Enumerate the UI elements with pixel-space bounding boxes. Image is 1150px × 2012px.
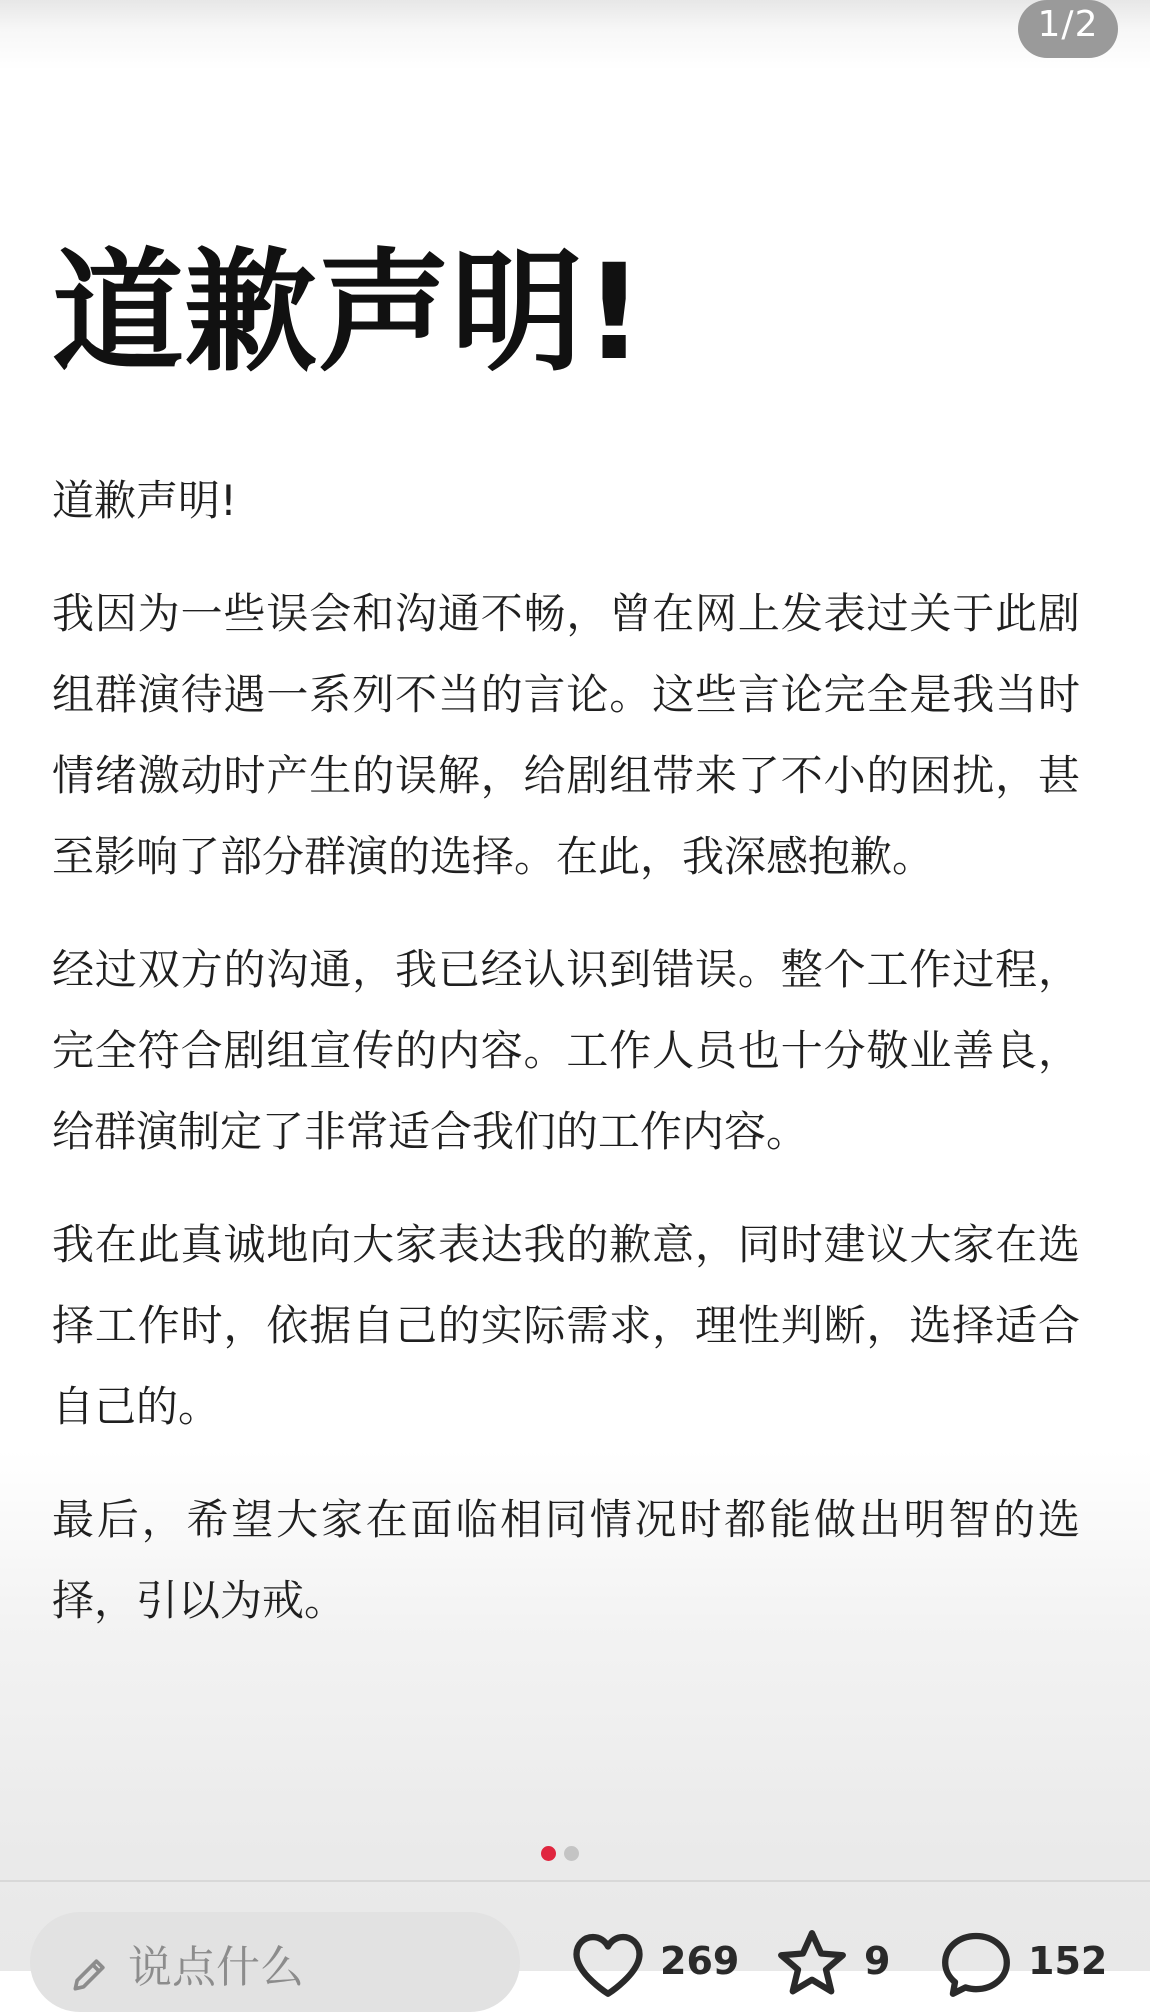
paragraph: 我因为一些误会和沟通不畅，曾在网上发表过关于此剧组群演待遇一系列不当的言论。这些言论完全是我当时情绪激动时产生的误解，给剧组带来了不小的困扰，甚至影响了部分群演的选择。在此，我深感抱歉。 xyxy=(52,589,1080,881)
bottom-action-bar xyxy=(0,1882,1150,1993)
image-page-counter: 1/2 xyxy=(1018,0,1118,58)
comment-bubble-icon xyxy=(934,1922,1018,2006)
favorite-button[interactable] xyxy=(770,1922,890,2006)
post-body xyxy=(52,460,1080,1673)
favorite-count: 9 xyxy=(864,1939,891,1983)
carousel-dot-active[interactable] xyxy=(541,1846,556,1861)
comment-button[interactable] xyxy=(934,1922,1107,2006)
paragraph: 最后，希望大家在面临相同情况时都能做出明智的选择，引以为戒。 xyxy=(52,1495,1080,1625)
paragraph: 道歉声明! xyxy=(52,476,237,525)
carousel-dot[interactable] xyxy=(564,1846,579,1861)
post-title-image-text: 道歉声明! xyxy=(52,236,646,390)
pencil-icon xyxy=(68,1952,112,1996)
paragraph: 经过双方的沟通，我已经认识到错误。整个工作过程，完全符合剧组宣传的内容。工作人员也十分敬业善良，给群演制定了非常适合我们的工作内容。 xyxy=(52,945,1080,1156)
heart-icon xyxy=(566,1922,650,2006)
paragraph: 我在此真诚地向大家表达我的歉意，同时建议大家在选择工作时，依据自己的实际需求，理性判断，选择适合自己的。 xyxy=(52,1220,1080,1431)
like-button[interactable] xyxy=(566,1922,739,2006)
comment-placeholder: 说点什么 xyxy=(128,1942,304,1993)
comment-input[interactable] xyxy=(30,1912,520,2012)
carousel-indicator xyxy=(541,1846,579,1861)
comment-count: 152 xyxy=(1028,1939,1108,1983)
like-count: 269 xyxy=(660,1939,740,1983)
star-icon xyxy=(770,1922,854,2006)
